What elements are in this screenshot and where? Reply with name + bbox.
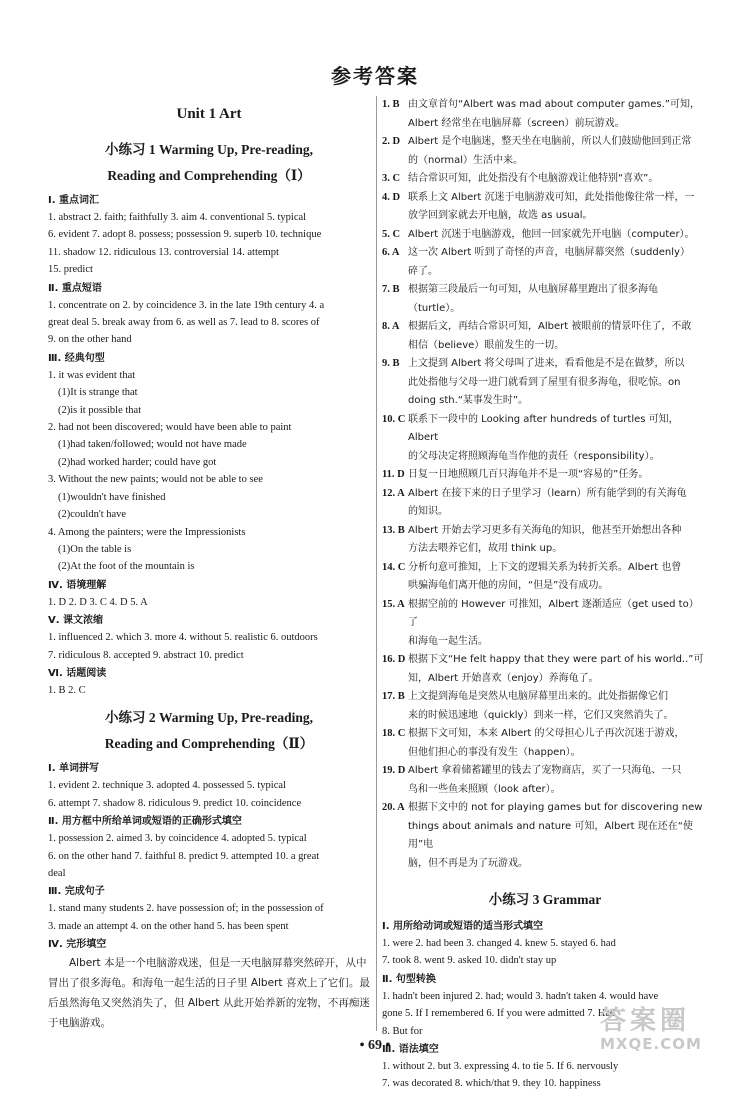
- cloze-answer-item: [382, 633, 708, 652]
- section-heading: Ⅴ. 课文浓缩: [48, 615, 104, 627]
- answer-line: 6. attempt 7. shadow 8. ridiculous 9. predict 10. coincidence: [48, 797, 302, 809]
- cloze-answer-item: [382, 226, 708, 245]
- cloze-answer-item: [382, 281, 708, 300]
- cloze-answer-key: 15. A: [382, 598, 405, 610]
- cloze-answer-explanation: Albert 经常坐在电脑屏幕（screen）前玩游戏。: [408, 117, 625, 129]
- cloze-answer-key: 1. B: [382, 99, 400, 110]
- cloze-answer-list: [382, 96, 708, 873]
- practice-2-answers: [48, 761, 370, 953]
- cloze-answer-item: [382, 577, 708, 596]
- cloze-answer-key: 8. A: [382, 321, 400, 332]
- cloze-answer-explanation: Albert 沉迷于电脑游戏，他回一回家就先开电脑（computer）。: [408, 228, 695, 240]
- cloze-answer-item: [382, 133, 708, 152]
- cloze-answer-item: [382, 485, 708, 504]
- left-column: [48, 96, 370, 1033]
- answer-line: 7. was decorated 8. which/that 9. they 10. happiness: [382, 1078, 601, 1090]
- cloze-answer-explanation: 联系上文 Albert 沉迷于电脑游戏可知，此处指他像往常一样，一: [408, 191, 695, 203]
- answer-line: 1. it was evident that: [48, 369, 136, 381]
- section-heading: Ⅳ. 语境理解: [48, 579, 107, 591]
- answer-line: 1. B 2. C: [48, 684, 86, 696]
- cloze-answer-key: 3. C: [382, 173, 401, 184]
- cloze-answer-explanation: 来的时候迅速地（quickly）到来一样，它们又突然消失了。: [408, 709, 674, 721]
- cloze-answer-explanation: 鸟和一些鱼来照顾（look after）。: [408, 783, 561, 795]
- cloze-answer-item: [382, 244, 708, 263]
- cloze-answer-item: [382, 355, 708, 374]
- answer-line: deal: [48, 867, 66, 879]
- answer-subline: (2)couldn't have: [58, 509, 127, 521]
- answer-line: 3. Without the new paints; would not be able to see: [48, 474, 263, 486]
- answer-line: 9. on the other hand: [48, 334, 132, 346]
- cloze-answer-explanation: 根据下文“He felt happy that they were part of his world..”可: [408, 654, 704, 665]
- cloze-summary-paragraph: Albert 本是一个电脑游戏迷，但是一天电脑屏幕突然碎开，从中冒出了很多海龟。和海龟一起生活的日子里 Albert 喜欢上了它们。最后虽然海龟又突然消失了，但 Albert 从此开始养新的宠物，不再痴迷于电脑游戏。: [48, 957, 370, 1030]
- cloze-answer-key: 10. C: [382, 413, 406, 425]
- practice-2-title-line2: Reading and Comprehending（Ⅱ）: [104, 736, 314, 752]
- section-heading: Ⅱ. 用方框中所给单词或短语的正确形式填空: [48, 816, 242, 828]
- answer-line: 1. were 2. had been 3. changed 4. knew 5. stayed 6. had: [382, 938, 616, 949]
- section-heading: Ⅰ. 用所给动词或短语的适当形式填空: [382, 921, 544, 932]
- cloze-answer-explanation: Albert 在接下来的日子里学习（learn）所有能学到的有关海龟: [408, 487, 687, 499]
- cloze-answer-item: [382, 799, 708, 818]
- cloze-answer-key: 9. B: [382, 358, 400, 369]
- cloze-answer-item: [382, 522, 708, 541]
- cloze-answer-item: [382, 596, 708, 633]
- answer-line: 3. made an attempt 4. on the other hand 5. has been spent: [48, 920, 289, 932]
- cloze-answer-item: [382, 318, 708, 337]
- cloze-answer-item: [382, 744, 708, 763]
- page-title: 参考答案: [331, 64, 419, 88]
- cloze-answer-explanation: 的（normal）生活中来。: [408, 154, 524, 166]
- cloze-answer-explanation: 的父母决定将照顾海龟当作他的责任（responsibility）。: [408, 450, 660, 462]
- cloze-answer-explanation: 日复一日地照顾几百只海龟并不是一项“容易的”任务。: [408, 469, 649, 480]
- cloze-answer-explanation: 方法去喂养它们，故用 think up。: [408, 543, 563, 554]
- cloze-answer-item: [382, 448, 708, 467]
- practice-1-title-line2: Reading and Comprehending（Ⅰ）: [107, 168, 311, 183]
- answer-line: 1. hadn't been injured 2. had; would 3. hadn't taken 4. would have: [382, 990, 659, 1002]
- cloze-answer-item: [382, 503, 708, 522]
- practice-3-title: 小练习 3 Grammar: [488, 892, 602, 907]
- cloze-answer-key: 18. C: [382, 728, 406, 739]
- answer-subline: (1)wouldn't have finished: [58, 491, 166, 503]
- cloze-answer-explanation: 和海龟一起生活。: [408, 635, 488, 647]
- cloze-answer-item: [382, 651, 708, 670]
- answer-line: 1. abstract 2. faith; faithfully 3. aim 4. conventional 5. typical: [48, 212, 307, 223]
- cloze-answer-explanation: Albert 拿着储蓄罐里的钱去了宠物商店，买了一只海龟、一只: [408, 765, 682, 776]
- answer-line: 1. evident 2. technique 3. adopted 4. possessed 5. typical: [48, 780, 286, 792]
- unit-title: Unit 1 Art: [176, 106, 242, 122]
- answer-subline: (1)had taken/followed; would not have made: [58, 439, 247, 451]
- answer-line: 6. evident 7. adopt 8. possess; possession 9. superb 10. technique: [48, 229, 322, 241]
- cloze-answer-explanation: 分析句意可推知，上下文的逻辑关系为转折关系。Albert 也曾: [408, 561, 682, 573]
- cloze-answer-item: [382, 540, 708, 559]
- cloze-answer-key: 19. D: [382, 765, 406, 776]
- answer-line: 2. had not been discovered; would have been able to paint: [48, 422, 292, 434]
- practice-2-title: [48, 705, 370, 757]
- cloze-answer-key: 12. A: [382, 487, 405, 499]
- cloze-answer-item: [382, 207, 708, 226]
- answer-line: 1. possession 2. aimed 3. by coincidence 4. adopted 5. typical: [48, 833, 307, 845]
- cloze-answer-key: 4. D: [382, 191, 401, 203]
- cloze-answer-explanation: 联系下一段中的 Looking after hundreds of turtles 可知，Albert: [408, 413, 679, 443]
- cloze-answer-explanation: 此处指他与父母一进门就看到了屋里有很多海龟，很吃惊。on: [408, 376, 681, 388]
- cloze-answer-item: [382, 411, 708, 448]
- cloze-answer-explanation: 的知识。: [408, 506, 448, 517]
- section-heading: Ⅵ. 话题阅读: [48, 667, 107, 679]
- cloze-answer-item: [382, 263, 708, 282]
- cloze-answer-item: [382, 688, 708, 707]
- cloze-answer-explanation: 这一次 Albert 听到了奇怪的声音，电脑屏幕突然（suddenly）: [408, 247, 690, 258]
- answer-line: 1. without 2. but 3. expressing 4. to tie 5. If 6. nervously: [382, 1061, 619, 1073]
- cloze-answer-explanation: 上文提到海龟是突然从电脑屏幕里出来的。此处指据像它们: [408, 691, 668, 702]
- cloze-answer-item: [382, 374, 708, 393]
- cloze-answer-key: 16. D: [382, 654, 406, 665]
- cloze-answer-item: [382, 707, 708, 726]
- cloze-answer-key: 14. C: [382, 561, 406, 573]
- answer-line: 7. took 8. went 9. asked 10. didn't stay up: [382, 955, 557, 967]
- cloze-answer-item: [382, 762, 708, 781]
- cloze-answer-key: 13. B: [382, 524, 405, 536]
- cloze-answer-item: [382, 189, 708, 208]
- cloze-answer-explanation: 根据下文可知，本来 Albert 的父母担心儿子再次沉迷于游戏，: [408, 728, 685, 739]
- cloze-answer-key: 11. D: [382, 469, 405, 480]
- section-heading: Ⅱ. 句型转换: [382, 973, 436, 985]
- section-heading: Ⅳ. 完形填空: [48, 939, 107, 951]
- answer-subline: (2)At the foot of the mountain is: [58, 561, 195, 573]
- cloze-answer-explanation: 根据后文，再结合常识可知，Albert 被眼前的情景吓住了，不敢: [408, 321, 692, 332]
- cloze-answer-item: [382, 559, 708, 578]
- page-number: • 69 •: [359, 1038, 391, 1053]
- answer-line: gone 5. If I remembered 6. If you were admitted 7. Had: [382, 1008, 616, 1020]
- cloze-answer-item: [382, 170, 708, 189]
- cloze-answer-explanation: （turtle）。: [408, 302, 461, 314]
- section-heading: Ⅲ. 语法填空: [382, 1044, 439, 1056]
- cloze-answer-explanation: doing sth.“某事发生时”。: [408, 395, 529, 406]
- watermark-logo: [600, 1000, 750, 1063]
- answer-line: 6. on the other hand 7. faithful 8. predict 9. attempted 10. a great: [48, 850, 320, 862]
- watermark-line1: 答案圈: [600, 1006, 691, 1036]
- cloze-answer-item: [382, 337, 708, 356]
- section-heading: Ⅲ. 完成句子: [48, 886, 105, 898]
- practice-1-answers: [48, 193, 370, 699]
- cloze-answer-item: [382, 781, 708, 800]
- cloze-answer-key: 2. D: [382, 136, 401, 147]
- section-heading: Ⅰ. 单词拼写: [48, 763, 100, 775]
- cloze-answer-explanation: 相信（believe）眼前发生的一切。: [408, 339, 565, 351]
- cloze-answer-explanation: 结合常识可知，此处指没有个电脑游戏让他特别“喜欢”。: [408, 173, 659, 184]
- cloze-answer-explanation: 放学回到家就去开电脑，故选 as usual。: [408, 210, 593, 221]
- answer-line: 4. Among the painters; were the Impressionists: [48, 526, 246, 538]
- answer-subline: (1)It is strange that: [58, 387, 138, 399]
- answer-line: 1. concentrate on 2. by coincidence 3. in the late 19th century 4. a: [48, 299, 325, 311]
- column-divider: [376, 96, 377, 1031]
- answer-line: 1. stand many students 2. have possession of; in the possession of: [48, 903, 324, 915]
- cloze-answer-key: 6. A: [382, 247, 400, 258]
- cloze-answer-item: [382, 466, 708, 485]
- right-column: [382, 96, 708, 1093]
- answer-line: 8. But for: [382, 1025, 423, 1037]
- answer-subline: (1)On the table is: [58, 543, 132, 555]
- cloze-answer-explanation: 由文章首句“Albert was mad about computer games.”可知，: [408, 99, 700, 110]
- answer-subline: (2)is it possible that: [58, 404, 142, 416]
- cloze-answer-item: [382, 855, 708, 874]
- cloze-answer-explanation: 根据下文中的 not for playing games but for discovering new: [408, 802, 703, 813]
- cloze-answer-key: 17. B: [382, 691, 405, 702]
- cloze-answer-item: [382, 115, 708, 134]
- cloze-answer-item: [382, 96, 708, 115]
- section-heading: Ⅰ. 重点词汇: [48, 195, 100, 206]
- answer-line: 1. D 2. D 3. C 4. D 5. A: [48, 596, 148, 608]
- cloze-answer-key: 20. A: [382, 802, 405, 813]
- cloze-answer-item: [382, 725, 708, 744]
- cloze-answer-explanation: 知，Albert 开始喜欢（enjoy）养海龟了。: [408, 672, 599, 684]
- practice-1-title: [48, 137, 370, 189]
- answer-line: 15. predict: [48, 264, 93, 276]
- cloze-answer-explanation: 根据第三段最后一句可知，从电脑屏幕里跑出了很多海龟: [408, 284, 658, 295]
- cloze-answer-explanation: 碎了。: [408, 265, 438, 277]
- cloze-answer-item: [382, 670, 708, 689]
- answer-line: 11. shadow 12. ridiculous 13. controversial 14. attempt: [48, 246, 279, 258]
- cloze-answer-explanation: Albert 开始去学习更多有关海龟的知识，他甚至开始想出各种: [408, 524, 682, 536]
- cloze-answer-explanation: 根据空前的 However 可推知，Albert 逐渐适应（get used to）了: [408, 598, 699, 628]
- cloze-answer-item: [382, 152, 708, 171]
- cloze-answer-explanation: things about animals and nature 可知，Albert 现在还在“使用”电: [408, 820, 693, 850]
- cloze-answer-explanation: Albert 是个电脑迷，整天坐在电脑前，所以人们鼓励他回到正常: [408, 136, 692, 147]
- section-heading: Ⅱ. 重点短语: [48, 282, 102, 294]
- cloze-answer-explanation: 但他们担心的事没有发生（happen）。: [408, 746, 581, 758]
- section-heading: Ⅲ. 经典句型: [48, 352, 105, 364]
- answer-line: great deal 5. break away from 6. as well as 7. lead to 8. scores of: [48, 317, 320, 329]
- cloze-answer-item: [382, 818, 708, 855]
- cloze-answer-key: 5. C: [382, 228, 401, 240]
- cloze-answer-explanation: 脑，但不再是为了玩游戏。: [408, 857, 528, 869]
- cloze-answer-item: [382, 392, 708, 411]
- watermark-line2: MXQE.COM: [600, 1035, 702, 1053]
- cloze-answer-item: [382, 300, 708, 319]
- answer-line: 7. ridiculous 8. accepted 9. abstract 10. predict: [48, 649, 244, 661]
- answer-line: 1. influenced 2. which 3. more 4. without 5. realistic 6. outdoors: [48, 632, 318, 644]
- practice-1-title-line1: 小练习 1 Warming Up, Pre-reading,: [105, 142, 313, 157]
- cloze-answer-explanation: 哄骗海龟们离开他的房间，“但是”没有成功。: [408, 580, 609, 591]
- cloze-answer-key: 7. B: [382, 284, 400, 295]
- cloze-answer-explanation: 上文提到 Albert 将父母叫了进来，看看他是不是在做梦，所以: [408, 358, 685, 369]
- answer-subline: (2)had worked harder; could have got: [58, 456, 217, 468]
- practice-2-title-line1: 小练习 2 Warming Up, Pre-reading,: [105, 710, 313, 726]
